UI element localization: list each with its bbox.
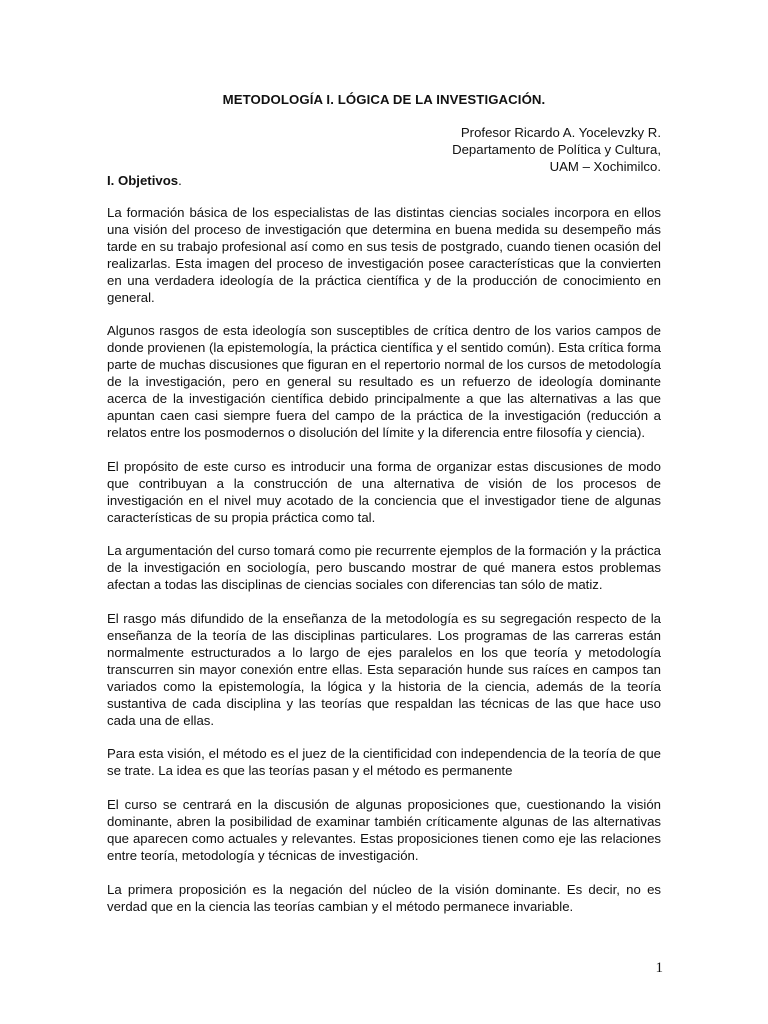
document-title: METODOLOGÍA I. LÓGICA DE LA INVESTIGACIÓN.: [222, 92, 546, 107]
section-heading-suffix: .: [178, 173, 182, 188]
paragraph: Para esta visión, el método es el juez de la cientificidad con independencia de la teoría de que se trate. La idea es que las teorías pasan y el método es permanente: [107, 746, 661, 779]
paragraph: El rasgo más difundido de la enseñanza de la metodología es su segregación respecto de la enseñanza de la teoría de las disciplinas particulares. Los programas de las carreras están normalmente estructurados a lo largo de ejes paralelos en los que teoría y metodología transcurren sin mayor conexión entre ellas. Esta separación hunde sus raíces en campos tan variados como la epistemología, la lógica y la historia de la ciencia, además de la teoría sustantiva de cada disciplina y las teorías que respaldan las técnicas de las que hace uso cada una de ellas.: [107, 611, 661, 728]
paragraph: La primera proposición es la negación del núcleo de la visión dominante. Es decir, no es verdad que en la ciencia las teorías cambian y el método permanece invariable.: [107, 881, 661, 914]
author-department: Departamento de Política y Cultura,: [452, 142, 661, 157]
paragraph: La formación básica de los especialistas de las distintas ciencias sociales incorpora en ellos una visión del proceso de investigación que determina en buena medida su desempeño más tarde en su trabajo profesional así como en sus tesis de postgrado, cuando tienen ocasión del realizarlas. Esta imagen del proceso de investigación posee características que la convierten en una verdadera ideología de la práctica científica y de la producción de conocimiento en general.: [107, 205, 661, 305]
section-heading: [107, 173, 182, 188]
author-institution: UAM – Xochimilco.: [549, 159, 661, 174]
page-number: 1: [655, 960, 663, 976]
paragraph: El curso se centrará en la discusión de algunas proposiciones que, cuestionando la visión dominante, abren la posibilidad de examinar también críticamente algunas de las alternativas que aparecen como actuales y relevantes. Estas proposiciones tienen como eje las relaciones entre teoría, metodología y técnicas de investigación.: [107, 797, 661, 863]
paragraph: Algunos rasgos de esta ideología son susceptibles de crítica dentro de los varios campos de donde provienen (la epistemología, la práctica científica y el sentido común). Esta crítica forma parte de muchas discusiones que figuran en el repertorio normal de los cursos de metodología de la investigación, pero en general su resultado es un refuerzo de ideología dominante acerca de la investigación científica debido principalmente a que las alternativas a las que apuntan caen casi siempre fuera del campo de la práctica de la investigación (reducción a relatos entre los posmodernos o disolución del límite y la diferencia entre filosofía y ciencia).: [107, 323, 661, 440]
paragraph: El propósito de este curso es introducir una forma de organizar estas discusiones de modo que contribuyan a la construcción de una alternativa de visión de los procesos de investigación en el nivel muy acotado de la conciencia que el investigador tiene de algunas características de su propia práctica como tal.: [107, 458, 661, 525]
section-heading-text: I. Objetivos: [107, 173, 179, 188]
document-body: [107, 205, 661, 933]
paragraph: La argumentación del curso tomará como pie recurrente ejemplos de la formación y la práctica de la investigación en sociología, pero buscando mostrar de qué manera estos problemas afectan a todas las disciplinas de ciencias sociales con diferencias tan sólo de matiz.: [107, 543, 661, 593]
author-name: Profesor Ricardo A. Yocelevzky R.: [460, 125, 661, 140]
author-block: [452, 124, 661, 175]
